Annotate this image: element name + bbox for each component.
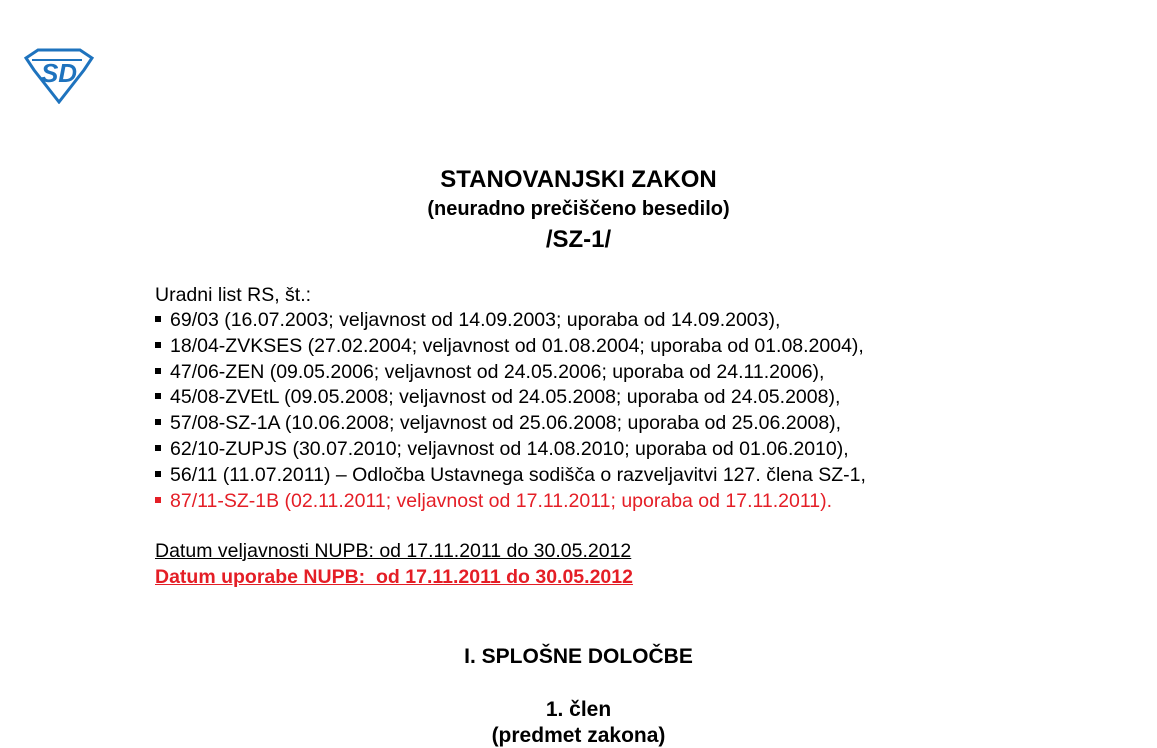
article-heading: 1. člen <box>545 698 612 721</box>
gazette-item: 45/08-ZVEtL (09.05.2008; veljavnost od 24.05.2008; uporaba od 24.05.2008), <box>155 386 866 412</box>
svg-text:SD: SD <box>40 58 78 88</box>
gazette-item: 47/06-ZEN (09.05.2006; veljavnost od 24.05.2006; uporaba od 24.11.2006), <box>155 361 866 387</box>
bullet-icon <box>155 316 161 322</box>
gazette-item-latest: 87/11-SZ-1B (02.11.2011; veljavnost od 17.11.2011; uporaba od 17.11.2011). <box>155 490 866 516</box>
section-heading: I. SPLOŠNE DOLOČBE <box>464 645 693 668</box>
bullet-icon <box>155 393 161 399</box>
gazette-list <box>155 309 866 515</box>
document-title: STANOVANJSKI ZAKON <box>440 166 717 193</box>
bullet-icon <box>155 342 161 348</box>
bullet-icon <box>155 445 161 451</box>
bullet-icon <box>155 497 161 503</box>
article-subject: (predmet zakona) <box>491 724 666 747</box>
bullet-icon <box>155 368 161 374</box>
gazette-item: 18/04-ZVKSES (27.02.2004; veljavnost od 01.08.2004; uporaba od 01.08.2004), <box>155 335 866 361</box>
gazette-item: 62/10-ZUPJS (30.07.2010; veljavnost od 14.08.2010; uporaba od 01.06.2010), <box>155 438 866 464</box>
usage-date: Datum uporabe NUPB: od 17.11.2011 do 30.05.2012 <box>155 566 633 588</box>
bullet-icon <box>155 419 161 425</box>
gazette-item: 57/08-SZ-1A (10.06.2008; veljavnost od 25.06.2008; uporaba od 25.06.2008), <box>155 412 866 438</box>
sd-shield-logo-icon <box>22 48 96 104</box>
bullet-icon <box>155 471 161 477</box>
validity-date: Datum veljavnosti NUPB: od 17.11.2011 do 30.05.2012 <box>155 540 632 562</box>
document-subtitle: (neuradno prečiščeno besedilo) <box>427 198 730 220</box>
gazette-label: Uradni list RS, št.: <box>155 284 312 306</box>
gazette-item: 69/03 (16.07.2003; veljavnost od 14.09.2003; uporaba od 14.09.2003), <box>155 309 866 335</box>
gazette-item: 56/11 (11.07.2011) – Odločba Ustavnega sodišča o razveljavitvi 127. člena SZ-1, <box>155 464 866 490</box>
law-code: /SZ-1/ <box>545 226 612 253</box>
